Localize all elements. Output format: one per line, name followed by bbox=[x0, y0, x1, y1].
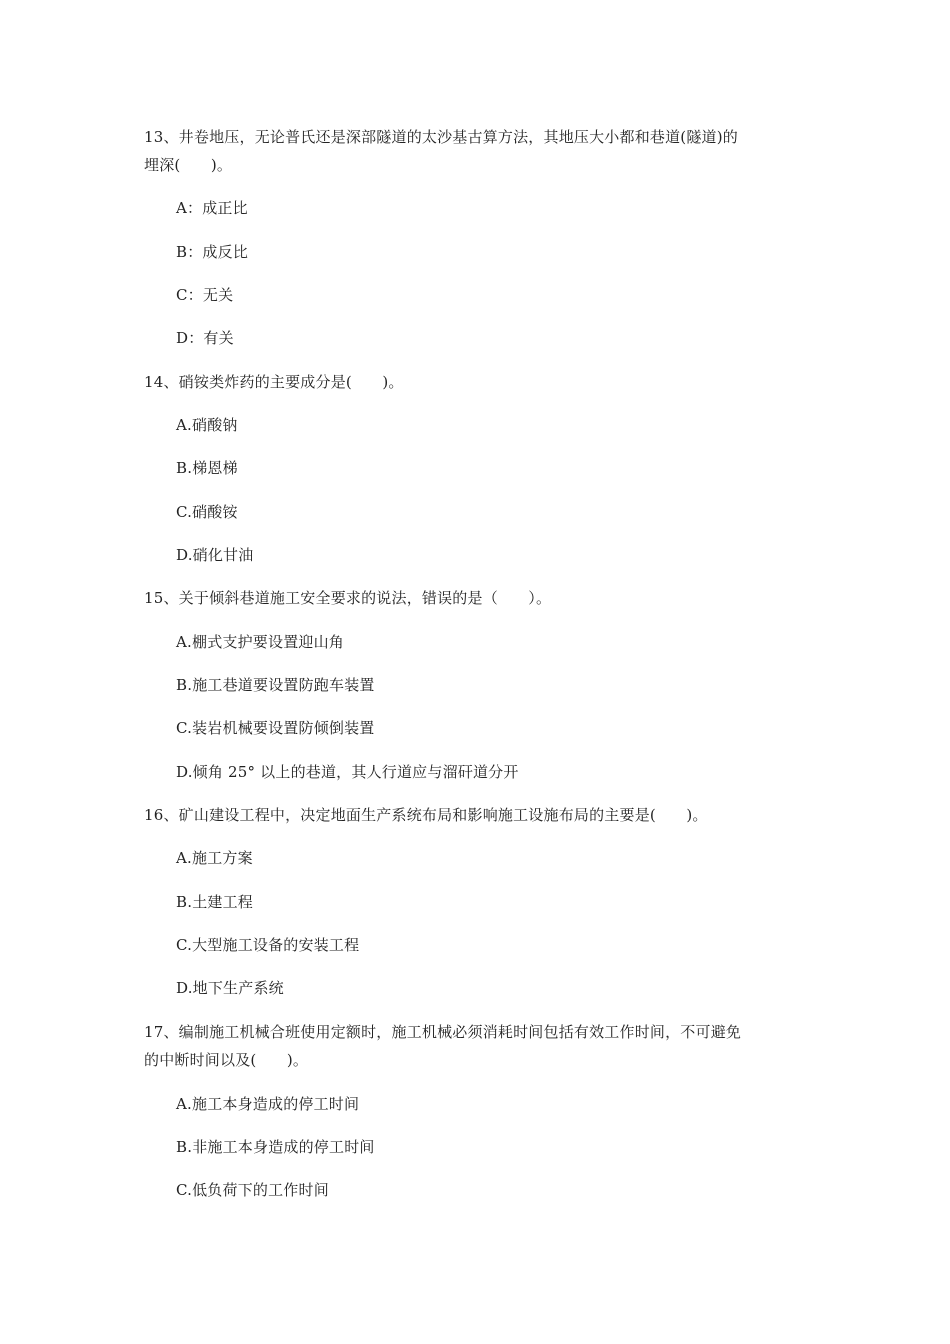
question-16-option-a: A.施工方案 bbox=[176, 849, 253, 867]
question-16-option-c: C.大型施工设备的安装工程 bbox=[176, 936, 360, 954]
question-15-option-c: C.装岩机械要设置防倾倒装置 bbox=[176, 719, 375, 737]
question-14-stem-line-1: 14、硝铵类炸药的主要成分是( )。 bbox=[144, 373, 404, 391]
question-17-stem-line-1: 17、编制施工机械合班使用定额时，施工机械必须消耗时间包括有效工作时间，不可避免 bbox=[144, 1023, 742, 1041]
question-16-option-b: B.土建工程 bbox=[176, 893, 253, 911]
question-13-option-c: C：无关 bbox=[176, 286, 234, 304]
question-17-option-b: B.非施工本身造成的停工时间 bbox=[176, 1138, 375, 1156]
question-17-option-a: A.施工本身造成的停工时间 bbox=[176, 1095, 360, 1113]
question-15-stem-line-1: 15、关于倾斜巷道施工安全要求的说法，错误的是（ ）。 bbox=[144, 589, 552, 607]
question-13-stem-line-2: 埋深( )。 bbox=[144, 156, 233, 174]
question-13-stem-line-1: 13、井卷地压，无论普氏还是深部隧道的太沙基古算方法，其地压大小都和巷道(隧道)的 bbox=[144, 128, 738, 146]
question-15-option-d: D.倾角 25° 以上的巷道，其人行道应与溜矸道分开 bbox=[176, 763, 519, 781]
question-17-option-c: C.低负荷下的工作时间 bbox=[176, 1181, 329, 1199]
question-14-option-b: B.梯恩梯 bbox=[176, 459, 238, 477]
question-14-option-d: D.硝化甘油 bbox=[176, 546, 254, 564]
question-15-option-a: A.棚式支护要设置迎山角 bbox=[176, 633, 345, 651]
question-14-option-c: C.硝酸铵 bbox=[176, 503, 238, 521]
question-13-option-d: D：有关 bbox=[176, 329, 234, 347]
question-13-option-b: B：成反比 bbox=[176, 243, 249, 261]
question-13-option-a: A：成正比 bbox=[176, 199, 248, 217]
question-16-option-d: D.地下生产系统 bbox=[176, 979, 284, 997]
question-15-option-b: B.施工巷道要设置防跑车装置 bbox=[176, 676, 375, 694]
question-14-option-a: A.硝酸钠 bbox=[176, 416, 238, 434]
question-17-stem-line-2: 的中断时间以及( )。 bbox=[144, 1051, 309, 1069]
question-16-stem-line-1: 16、矿山建设工程中，决定地面生产系统布局和影响施工设施布局的主要是( )。 bbox=[144, 806, 708, 824]
